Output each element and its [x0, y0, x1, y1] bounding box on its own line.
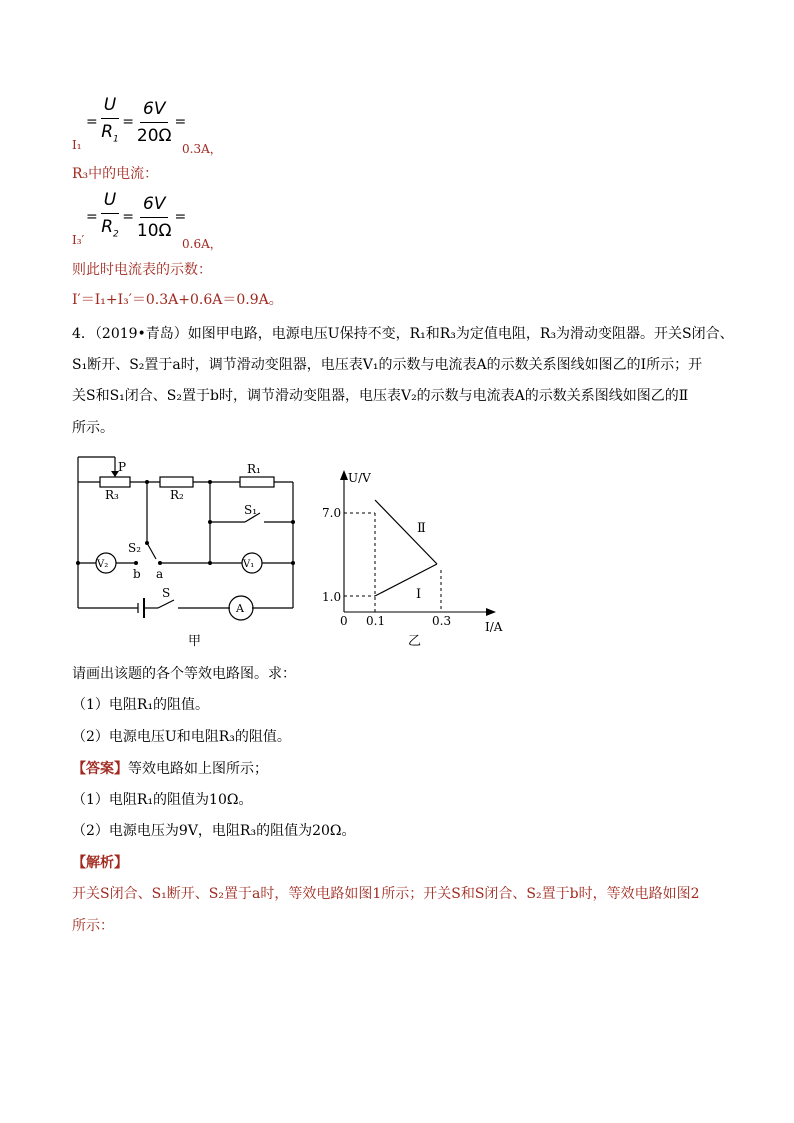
y-tick-1: 1.0 — [322, 590, 342, 604]
label-p: P — [118, 460, 127, 474]
label-r3: R₃ — [105, 488, 119, 502]
formula2-result: 0.6A， — [182, 237, 222, 251]
formula1-result: 0.3A， — [182, 142, 222, 156]
prompt-line: 请画出该题的各个等效电路图。求： — [72, 666, 296, 682]
graph-xlabel: I/A — [485, 620, 503, 634]
q2-line: （2）电源电压U和电阻R₃的阻值。 — [72, 729, 291, 745]
label-r1: R₁ — [247, 462, 261, 476]
y-tick-7: 7.0 — [322, 506, 342, 520]
label-s1: S₁ — [244, 503, 258, 517]
label-s: S — [162, 586, 171, 600]
label-a-meter: A — [236, 602, 244, 615]
series-line-2 — [375, 564, 437, 596]
graph-u-i — [320, 460, 520, 655]
r3-resistor — [100, 477, 130, 487]
r1-resistor — [240, 477, 274, 487]
q1-line: （1）电阻R₁的阻值。 — [72, 697, 210, 713]
series-line-1 — [375, 500, 437, 564]
label-v1: V₁ — [243, 559, 255, 570]
r3-current-label: R₃中的电流： — [72, 166, 159, 182]
formula2-lhs: I₃′ — [72, 233, 85, 247]
x-tick-0-3: 0.3 — [432, 614, 452, 628]
analysis-tag: 【解析】 — [72, 855, 128, 871]
answer-tag: 【答案】 — [72, 761, 128, 777]
line-label-i: Ⅰ — [416, 587, 422, 602]
formula-i1: = $\frac{U}{R_1}$ = $\frac{6V}{20\Omega}$ = — [86, 95, 187, 146]
label-r2: R₂ — [170, 488, 184, 502]
line-label-ii: Ⅱ — [417, 521, 426, 536]
analysis-line-2: 所示： — [72, 918, 114, 934]
answer-text: 等效电路如上图所示； — [128, 761, 268, 777]
analysis-line-1: 开关S闭合、S₁断开、S₂置于a时，等效电路如图1所示；开关S和S闭合、S₂置于b时，等效电路如图2 — [72, 886, 700, 902]
answer-line — [72, 759, 268, 779]
x-tick-0: 0 — [340, 614, 348, 628]
formula1-lhs: I₁ — [72, 138, 82, 152]
graph-ylabel: U/V — [348, 471, 371, 485]
question-line-2: S₁断开、S₂置于a时，调节滑动变阻器，电压表V₁的示数与电流表A的示数关系图线如图乙的Ⅰ所示；开 — [72, 357, 703, 373]
label-b: b — [133, 567, 141, 581]
circuit-diagram — [60, 445, 310, 655]
answer-1: （1）电阻R₁的阻值为10Ω。 — [72, 792, 253, 808]
formula-i3: = $\frac{U}{R_2}$ = $\frac{6V}{10\Omega}$ = — [86, 190, 187, 241]
label-v2: V₂ — [97, 559, 109, 570]
circuit-caption: 甲 — [188, 634, 202, 649]
answer-2: （2）电源电压为9V，电阻R₃的阻值为20Ω。 — [72, 823, 356, 839]
question-line-4: 所示。 — [72, 420, 114, 436]
sum-line: I′＝I₁+I₃′＝0.3A+0.6A＝0.9A。 — [72, 292, 283, 308]
question-line-1: 4．（2019•青岛）如图甲电路，电源电压U保持不变，R₁和R₃为定值电阻，R₃为滑动变阻器。开关S闭合、 — [72, 326, 734, 342]
r2-resistor — [160, 477, 193, 487]
graph-caption: 乙 — [408, 634, 422, 649]
question-line-3: 关S和S₁闭合、S₂置于b时，调节滑动变阻器，电压表V₂的示数与电流表A的示数关系图线如图乙的Ⅱ — [72, 388, 689, 404]
x-tick-0-1: 0.1 — [366, 614, 386, 628]
label-a: a — [156, 567, 164, 581]
reading-label: 则此时电流表的示数： — [72, 262, 212, 278]
label-s2: S₂ — [128, 541, 142, 555]
